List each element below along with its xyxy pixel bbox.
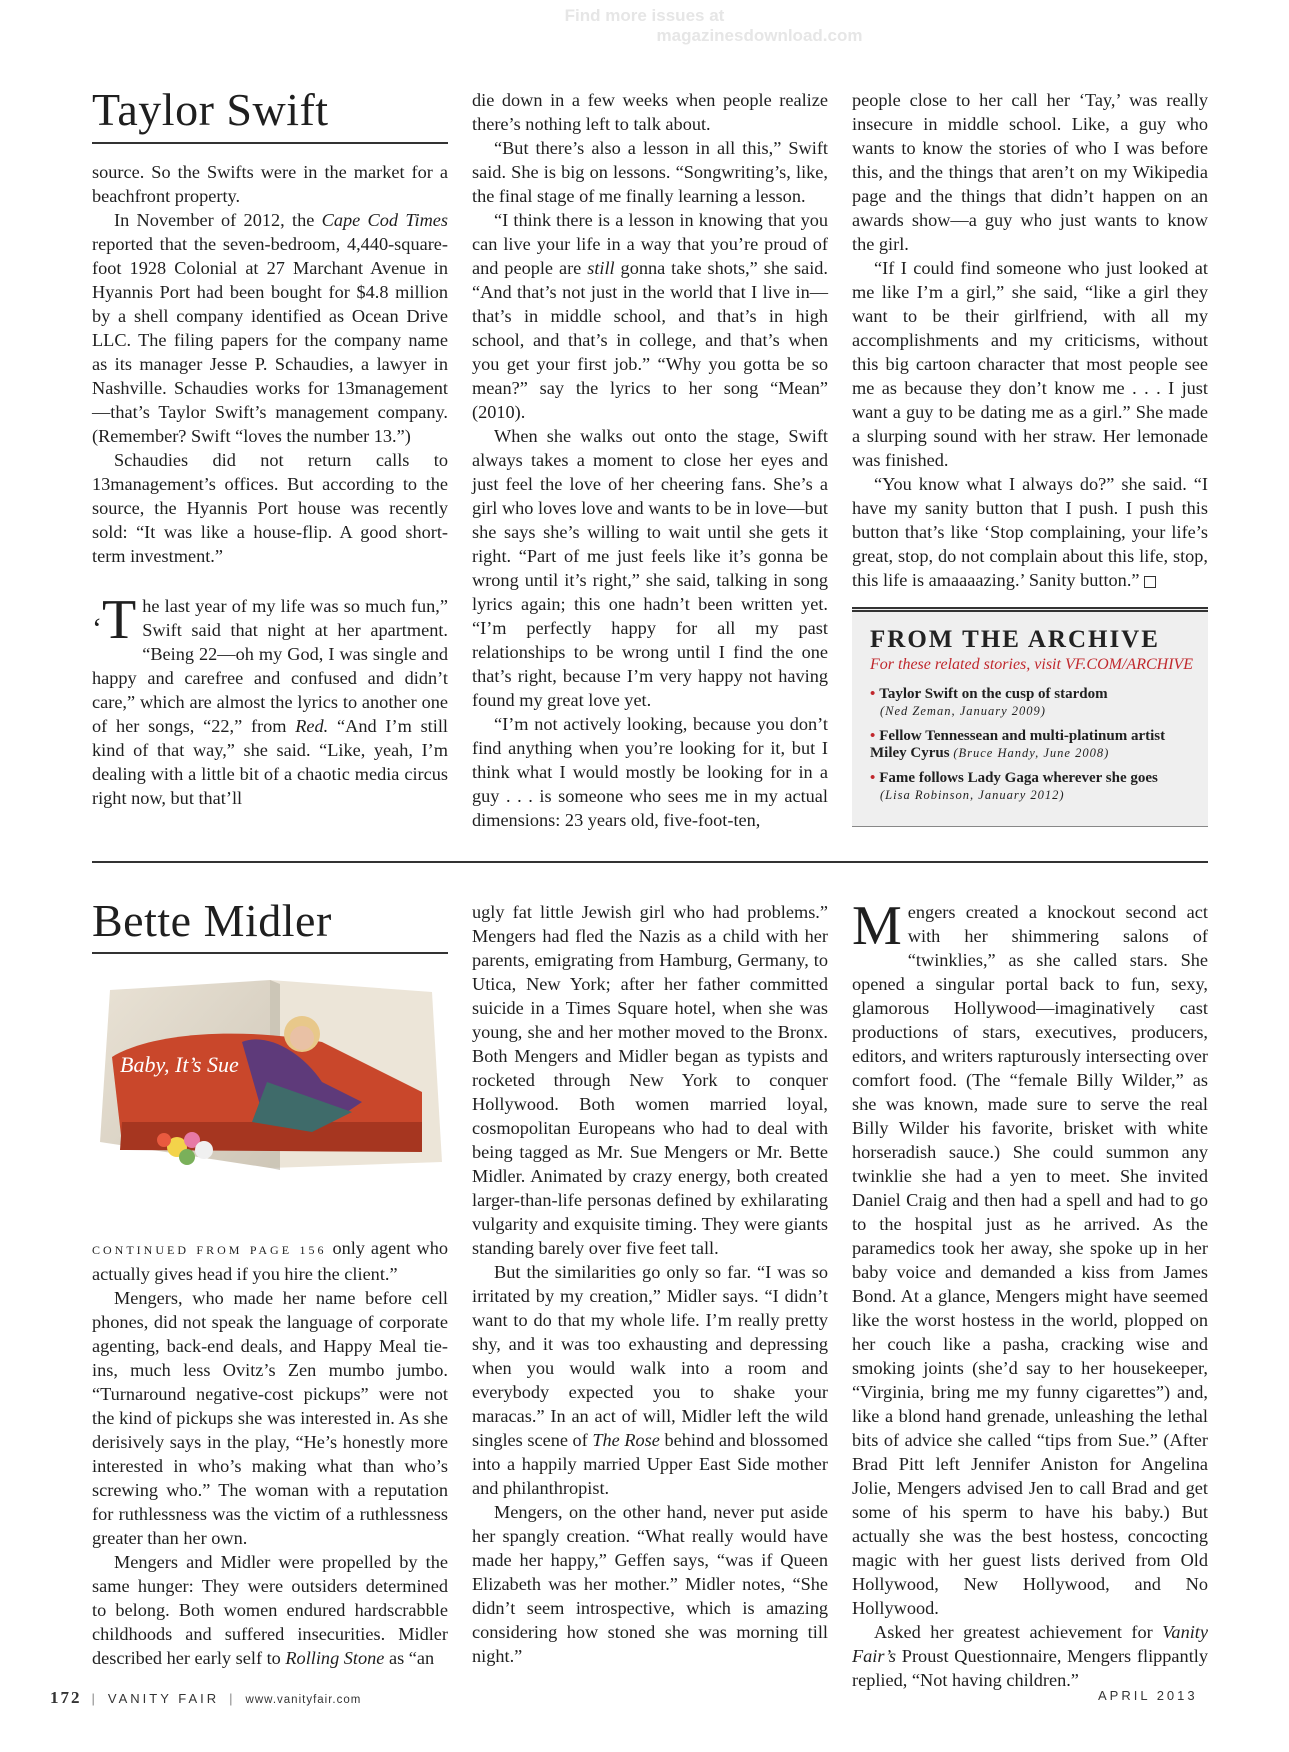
paragraph: Mengers, who made her name before cell phones, did not speak the language of corporate agenting, back-end deals, and Happy Meal tie-ins, much less Ovitz’s Zen mumbo jumbo. “Turnaround negative-cost pickups” were not the kind of pickups she was interested in. As she derisively says in the play, “He’s honestly more interested in who’s making what than who’s screwing who.” The woman with a reputation for ruthlessness was the victim of a ruthlessness greater than her own. <box>92 1288 448 1548</box>
bullet-icon: • <box>870 770 876 786</box>
drop-cap: ‘T <box>92 589 137 651</box>
midler-column-3 <box>852 895 1208 1692</box>
page-number: 172 <box>50 1688 82 1707</box>
magazine-spread-photo <box>92 972 448 1192</box>
midler-column-2 <box>472 900 828 1668</box>
paragraph: “You know what I always do?” she said. “I have my sanity button that I push. I push this button that’s like ‘Stop complaining, your life’s great, stop, do not complain about this life, stop, this life is amaaaazing.’ Sanity button.” <box>852 474 1208 590</box>
watermark-line1: Find more issues at <box>564 6 725 25</box>
paragraph: Asked her greatest achievement for Vanity Fair’s Proust Questionnaire, Mengers flippantly replied, “Not having children.” <box>852 1622 1208 1690</box>
section-divider <box>92 861 1208 863</box>
issue-date: APRIL 2013 <box>1098 1688 1198 1703</box>
swift-column-1 <box>92 160 448 810</box>
paragraph: ugly fat little Jewish girl who had problems.” Mengers had fled the Nazis as a child with her parents, emigrating from Hamburg, Germany, to Utica, New York; after her father committed suicide in a Times Square hotel, when she was young, she and her mother moved to the Bronx. Both Mengers and Midler began as typists and rocketed through New York to conquer Hollywood. Both women married loyal, cosmopolitan Europeans who had to deal with being tagged as Mr. Sue Mengers or Mr. Bette Midler. Animated by crazy energy, both created larger-than-life personas defined by exhilarating vulgarity and exquisite timing. They were giants standing barely over five feet tall. <box>472 902 828 1258</box>
midler-column-1 <box>92 1236 448 1670</box>
section-heading-bette-midler: Bette Midler <box>92 895 332 946</box>
paragraph: Mengers created a knockout second act with her shimmering salons of “twinklies,” as she called stars. She opened a singular portal back to fun, sexy, glamorous Hollywood—imaginatively cast productions of stars, executives, producers, editors, and writers rapturously intersecting over comfort food. (The “female Billy Wilder,” as she was known, made sure to serve the real Billy Wilder his favorite, brisket with white horseradish sauce.) She could summon any twinklie she had a yen to meet. She invited Daniel Craig and then had a spell and had to go to the hospital just as he arrived. As the paramedics took her away, she spoke up in her baby voice and demanded a kiss from James Bond. At a glance, Mengers might have seemed like the worst hostess in the world, plopped on her couch like a pasha, cracking wise and smoking joints (she’d say to her housekeeper, “Virginia, bring me my funny cigarettes”) and, like a blond hand grenade, unleashing the lethal bits of advice she called “tips from Sue.” (After Brad Pitt left Jennifer Aniston for Angelina Jolie, Mengers advised Jen to call Brad and get some of his sperm to have his baby.) But actually she was the best hostess, concocting magic with her guest lists derived from Old Hollywood, New Hollywood, and No Hollywood. <box>852 895 1208 1618</box>
archive-item[interactable]: • Fellow Tennessean and multi-platinum artist Miley Cyrus (Bruce Handy, June 2008) <box>870 728 1166 761</box>
end-mark-icon <box>1144 576 1156 588</box>
bullet-icon: • <box>870 728 876 744</box>
paragraph: Mengers and Midler were propelled by the same hunger: They were outsiders determined to belong. Both women endured hardscrabble childhoods and suffered insecurities. Midler described her early self to Rolling Stone as “an <box>92 1552 448 1668</box>
archive-subtitle: For these related stories, visit VF.COM/ARCHIVE <box>870 656 1194 673</box>
swift-column-2 <box>472 88 828 832</box>
website-link[interactable]: www.vanityfair.com <box>245 1694 362 1706</box>
photo-caption: Baby, It’s Sue <box>120 1052 239 1077</box>
paragraph: In November of 2012, the Cape Cod Times reported that the seven-bedroom, 4,440-square-foot 1928 Colonial at 27 Marchant Avenue in Hyannis Port had been bought for $4.8 million by a shell company identified as Ocean Drive LLC. The filing papers for the company name as its manager Jesse P. Schaudies, a lawyer in Nashville. Schaudies works for 13management—that’s Taylor Swift’s management company. (Remember? Swift “loves the number 13.”) <box>92 210 448 446</box>
archive-link[interactable]: VF.COM/ARCHIVE <box>1064 656 1194 673</box>
continued-note: CONTINUED FROM PAGE 156 <box>92 1243 327 1257</box>
paragraph: CONTINUED FROM PAGE 156 only agent who actually gives head if you hire the client.” <box>92 1238 448 1284</box>
archive-item[interactable]: • Fame follows Lady Gaga wherever she goes (Lisa Robinson, January 2012) <box>870 770 1158 802</box>
paragraph: source. So the Swifts were in the market for a beachfront property. <box>92 162 448 206</box>
page-footer: 172 | VANITY FAIR | www.vanityfair.com <box>50 1688 362 1707</box>
paragraph: Mengers, on the other hand, never put aside her spangly creation. “What really would have made her happy,” Geffen says, “was if Queen Elizabeth was her mother.” Midler notes, “She didn’t seem introspective, which is amazing considering how stoned she was morning till night.” <box>472 1502 828 1666</box>
bullet-icon: • <box>870 686 876 702</box>
paragraph: When she walks out onto the stage, Swift always takes a moment to close her eyes and just feel the love of her cheering fans. She’s a girl who loves love and wants to be in love—but she says she’s willing to wait until she gets it right. “Part of me just feels like it’s gonna be wrong until it’s right,” she said, talking in song lyrics again; this one hadn’t been written yet. “I’m perfectly happy for all my past relationships to be wrong until I find the one that’s right, because I’m very happy not having found my great love yet. <box>472 426 828 710</box>
paragraph: Schaudies did not return calls to 13management’s offices. But according to the source, the Hyannis Port house was recently sold: “It was like a house-flip. A good short-term investment.” <box>92 450 448 566</box>
paragraph: people close to her call her ‘Tay,’ was really insecure in middle school. Like, a guy who wants to know the stories of who I was before this, and the things that aren’t on my Wikipedia page and the things that didn’t happen on an awards show—a guy who just wants to know the girl. <box>852 90 1208 254</box>
magazine-name: VANITY FAIR <box>107 1691 220 1706</box>
watermark-line2: magazinesdownload.com <box>656 26 863 45</box>
watermark <box>0 6 1289 46</box>
section-heading-taylor-swift: Taylor Swift <box>92 84 329 135</box>
drop-cap: M <box>852 895 902 957</box>
paragraph: “I think there is a lesson in knowing that you can live your life in a way that you’re proud of and people are still gonna take shots,” she said. “And that’s not just in the world that I live in—that’s in middle school, and that’s in high school, and that’s in college, and that’s when you get your first job.” “Why you gotta be so mean?” say the lyrics to her song “Mean” (2010). <box>472 210 829 422</box>
paragraph: “But there’s also a lesson in all this,” Swift said. She is big on lessons. “Songwriting’s, like, the final stage of me finally learning a lesson. <box>472 138 828 206</box>
heading-rule <box>92 142 448 144</box>
paragraph: “I’m not actively looking, because you don’t find anything when you’re looking for it, but I think what I would mostly be looking for in a guy . . . is someone who sees me in my actual dimensions: 23 years old, five-foot-ten, <box>472 714 828 830</box>
paragraph: die down in a few weeks when people realize there’s nothing left to talk about. <box>472 90 828 134</box>
heading-rule <box>92 952 448 954</box>
swift-column-3 <box>852 88 1208 592</box>
paragraph: But the similarities go only so far. “I was so irritated by my creation,” Midler says. “I didn’t want to do that my whole life. I’m really pretty shy, and it was too exhausting and depressing when you would walk into a room and everybody expected you to shake your maracas.” In an act of will, Midler left the wild singles scene of The Rose behind and blossomed into a happily married Upper East Side mother and philanthropist. <box>472 1262 828 1498</box>
archive-title: FROM THE ARCHIVE <box>870 626 1160 653</box>
paragraph: ‘T he last year of my life was so much fun,” Swift said that night at her apartment. “Being 22—oh my God, I was single and happy and carefree and confused and didn’t care,” which are almost the lyrics to another one of her songs, “22,” from Red. “And I’m still kind of that way,” she said. “Like, yeah, I’m dealing with a little bit of a chaotic media circus right now, but that’ll <box>92 589 448 808</box>
archive-list <box>852 686 1208 804</box>
archive-box <box>852 607 1208 827</box>
paragraph: “If I could find someone who just looked at me like I’m a girl,” she said, “like a girl they want to be their girlfriend, with all my accomplishments and my criticisms, without this big cartoon character that most people see me as because they don’t know me . . . I just want a guy to be dating me as a girl.” She made a slurping sound with her straw. Her lemonade was finished. <box>852 258 1208 470</box>
archive-item[interactable]: • Taylor Swift on the cusp of stardom (Ned Zeman, January 2009) <box>870 686 1108 718</box>
